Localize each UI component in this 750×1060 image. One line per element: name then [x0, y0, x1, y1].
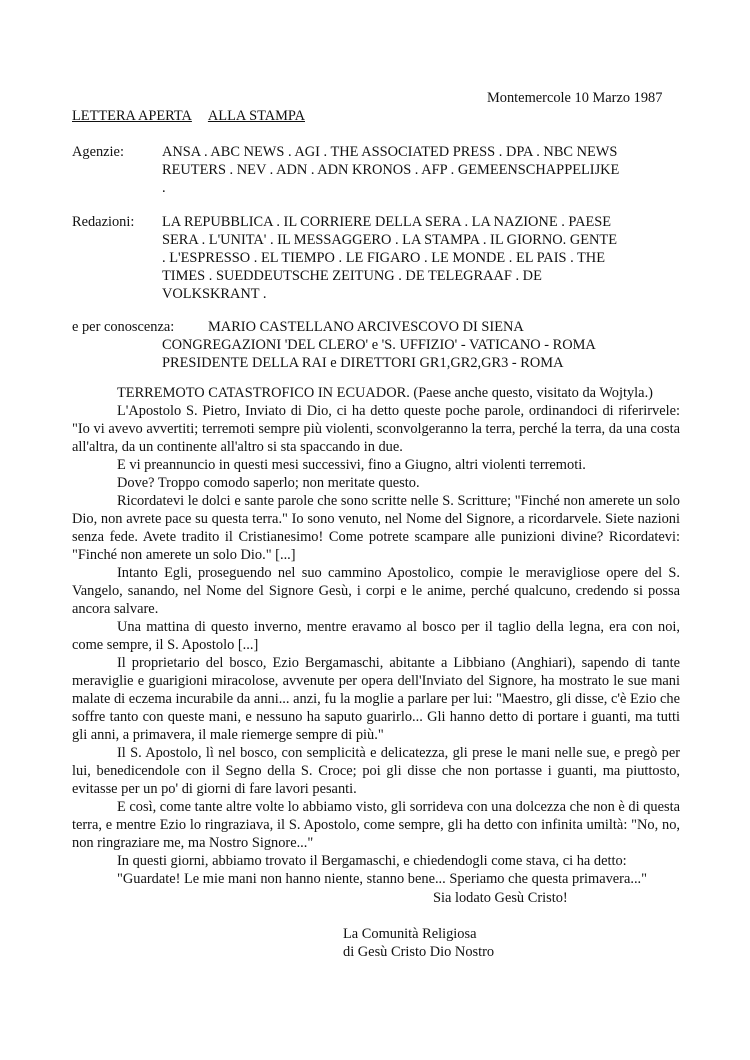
editors-line: . L'ESPRESSO . EL TIEMPO . LE FIGARO . LE MONDE . EL PAIS . THE: [162, 250, 605, 266]
body-paragraph: Dove? Troppo comodo saperlo; non meritate questo.: [117, 475, 420, 491]
body-paragraph: "Guardate! Le mie mani non hanno niente, stanno bene... Speriamo che questa primavera...": [117, 871, 648, 887]
agencies-list: [162, 143, 682, 197]
signature-line-1: La Comunità Religiosa: [343, 926, 477, 942]
body-paragraph: E così, come tante altre volte lo abbiamo visto, gli sorrideva con una dolcezza che non è di questa terra, e mentre Ezio lo ringraziava, il S. Apostolo, come sempre, gli ha detto con infinita umiltà: "No, no, non ringraziare me, ma Nostro Signore...": [72, 799, 680, 851]
body-paragraph: TERREMOTO CATASTROFICO IN ECUADOR. (Paese anche questo, visitato da Wojtyla.): [117, 385, 653, 401]
cc-line: CONGREGAZIONI 'DEL CLERO' e 'S. UFFIZIO' - VATICANO - ROMA: [162, 337, 596, 353]
cc-label: e per conoscenza:: [72, 319, 175, 335]
body-paragraph: L'Apostolo S. Pietro, Inviato di Dio, ci ha detto queste poche parole, ordinandoci di riferirvele: "Io vi avevo avvertiti; terremoti sempre più violenti, sconvolgeranno la terra, perché la terra, da una costa all'altra, da un continente all'altro si sta spaccando in due.: [72, 403, 680, 455]
closing-blessing: Sia lodato Gesù Cristo!: [433, 890, 568, 906]
agencies-line: REUTERS . NEV . ADN . ADN KRONOS . AFP . GEMEENSCHAPPELIJKE: [162, 162, 620, 178]
cc-line: MARIO CASTELLANO ARCIVESCOVO DI SIENA: [208, 319, 524, 335]
body-paragraph: Una mattina di questo inverno, mentre eravamo al bosco per il taglio della legna, era con noi, come sempre, il S. Apostolo [...]: [72, 619, 680, 653]
body-paragraph: Il proprietario del bosco, Ezio Bergamaschi, abitante a Libbiano (Anghiari), sapendo di tante meraviglie e guarigioni miracolose, avvenute per opera dell'Inviato del Signore, ha mostrato le sue mani malate di eczema incurabile da anni... anzi, fu la moglie a parlare per lui: "Maestro, gli disse, c'è Ezio che soffre tanto con queste mani, e nessuno ha saputo guarirlo... Gli hanno detto di portare i guanti, ma tutti gli anni, a primavera, il male riemerge sempre di più.": [72, 655, 680, 743]
heading-part-1: LETTERA APERTA: [72, 108, 192, 124]
letter-body: [72, 384, 680, 888]
body-paragraph: E vi preannuncio in questi mesi successivi, fino a Giugno, altri violenti terremoti.: [117, 457, 586, 473]
editors-line: TIMES . SUEDDEUTSCHE ZEITUNG . DE TELEGRAAF . DE: [162, 268, 542, 284]
agencies-line: .: [162, 180, 166, 196]
signature-line-2: di Gesù Cristo Dio Nostro: [343, 944, 495, 960]
cc-line: PRESIDENTE DELLA RAI e DIRETTORI GR1,GR2,GR3 - ROMA: [162, 355, 564, 371]
place-date: Montemercole 10 Marzo 1987: [487, 90, 663, 106]
letter-heading: [72, 107, 305, 125]
heading-part-2: ALLA STAMPA: [207, 108, 305, 124]
editors-line: VOLKSKRANT .: [162, 286, 267, 302]
cc-list: [162, 318, 596, 372]
editors-label: Redazioni:: [72, 214, 135, 230]
body-paragraph: Il S. Apostolo, lì nel bosco, con semplicità e delicatezza, gli prese le mani nelle sue, e pregò per lui, benedicendole con il Segno della S. Croce; poi gli disse che non portasse i guanti, ma piuttosto, evitasse per un po' di giorni di fare lavori pesanti.: [72, 745, 680, 797]
agencies-line: ANSA . ABC NEWS . AGI . THE ASSOCIATED PRESS . DPA . NBC NEWS: [162, 144, 618, 160]
agencies-label: Agenzie:: [72, 144, 124, 160]
body-paragraph: Ricordatevi le dolci e sante parole che sono scritte nelle S. Scritture; "Finché non amerete un solo Dio, non avrete pace su questa terra." Io sono venuto, nel Nome del Signore, a ricordarvele. Siete nazioni senza fede. Avete tradito il Cristianesimo! Come potrete scampare alle punizioni divine? Ricordatevi: "Finché non amerete un solo Dio." [...]: [72, 493, 680, 563]
editors-line: SERA . L'UNITA' . IL MESSAGGERO . LA STAMPA . IL GIORNO. GENTE: [162, 232, 617, 248]
body-paragraph: In questi giorni, abbiamo trovato il Bergamaschi, e chiedendogli come stava, ci ha detto:: [117, 853, 627, 869]
editors-line: LA REPUBBLICA . IL CORRIERE DELLA SERA . LA NAZIONE . PAESE: [162, 214, 612, 230]
editors-list: [162, 213, 682, 303]
body-paragraph: Intanto Egli, proseguendo nel suo cammino Apostolico, compie le meravigliose opere del S. Vangelo, sanando, nel Nome del Signore Gesù, i corpi e le anime, perché qualcuno, credendo si possa ancora salvare.: [72, 565, 680, 617]
